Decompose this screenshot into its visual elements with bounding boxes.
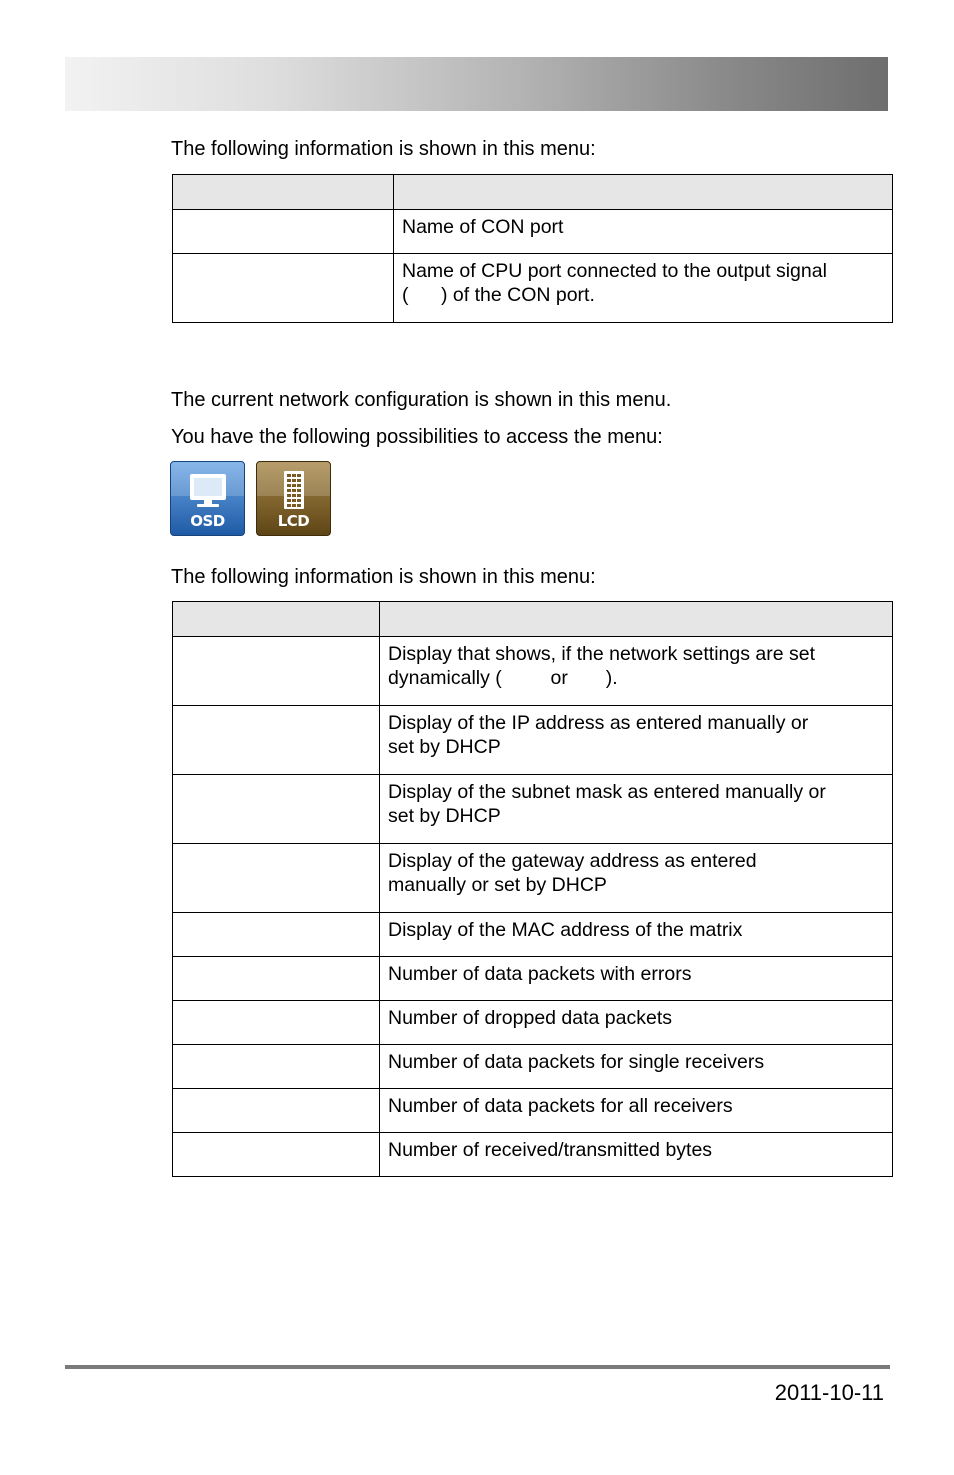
header-cell: [173, 175, 394, 210]
lcd-button[interactable]: [256, 461, 331, 536]
description-cell: [380, 637, 893, 706]
table-row: [173, 775, 893, 844]
row-description-line2: dynamically ( or ).: [388, 667, 618, 689]
row-description: Display of the MAC address of the matrix: [388, 919, 743, 941]
field-cell: [173, 1045, 380, 1089]
description-cell: [380, 1045, 893, 1089]
osd-button[interactable]: [170, 461, 245, 536]
footer-date: 2011-10-11: [774, 1380, 884, 1405]
row-description-line2: manually or set by DHCP: [388, 874, 607, 896]
intro-text-1: The following information is shown in this menu:: [171, 138, 596, 160]
access-text: You have the following possibilities to access the menu:: [171, 426, 663, 448]
description-cell: [380, 706, 893, 775]
footer-rule: [65, 1365, 890, 1369]
header-cell: [173, 602, 380, 637]
description-cell: [380, 1001, 893, 1045]
table-row: [173, 254, 893, 323]
row-description-line2: set by DHCP: [388, 805, 501, 827]
row-description: Number of data packets with errors: [388, 963, 692, 985]
header-bar: [65, 57, 888, 111]
field-cell: [173, 775, 380, 844]
description-cell: [380, 1089, 893, 1133]
row-description: Display of the subnet mask as entered manually or: [388, 781, 826, 803]
row-description: Display of the IP address as entered manually or: [388, 712, 809, 734]
field-cell: [173, 1089, 380, 1133]
row-description: Number of dropped data packets: [388, 1007, 673, 1029]
network-config-text: The current network configuration is shown in this menu.: [171, 389, 672, 411]
con-info-table: [172, 174, 893, 323]
lcd-label: LCD: [277, 512, 310, 530]
row-description: Display of the gateway address as entered: [388, 850, 757, 872]
intro-text-2: The following information is shown in this menu:: [171, 566, 596, 588]
table-row: [173, 1045, 893, 1089]
row-description: Display that shows, if the network settings are set: [388, 643, 816, 665]
field-cell: [173, 844, 380, 913]
table-row: [173, 637, 893, 706]
table-header-row: [173, 175, 893, 210]
field-cell: [173, 637, 380, 706]
row-description: Name of CON port: [402, 216, 564, 238]
field-cell: [173, 913, 380, 957]
row-description-line2: set by DHCP: [388, 736, 501, 758]
description-cell: [380, 957, 893, 1001]
row-description: Number of data packets for single receivers: [388, 1051, 765, 1073]
table-header-row: [173, 602, 893, 637]
osd-label: OSD: [190, 512, 225, 530]
row-description: Number of received/transmitted bytes: [388, 1139, 713, 1161]
description-cell: [394, 210, 893, 254]
table-row: [173, 1001, 893, 1045]
description-cell: [394, 254, 893, 323]
field-cell: [173, 210, 394, 254]
table-row: [173, 1133, 893, 1177]
row-description-line2: ( ) of the CON port.: [402, 284, 595, 306]
description-cell: [380, 775, 893, 844]
table-row: [173, 706, 893, 775]
table-row: [173, 957, 893, 1001]
header-cell: [394, 175, 893, 210]
description-cell: [380, 844, 893, 913]
table-row: [173, 1089, 893, 1133]
table-row: [173, 913, 893, 957]
field-cell: [173, 957, 380, 1001]
network-info-table: [172, 601, 893, 1177]
field-cell: [173, 254, 394, 323]
description-cell: [380, 1133, 893, 1177]
field-cell: [173, 1133, 380, 1177]
row-description: Name of CPU port connected to the output signal: [402, 260, 827, 282]
row-description: Number of data packets for all receivers: [388, 1095, 733, 1117]
field-cell: [173, 706, 380, 775]
field-cell: [173, 1001, 380, 1045]
description-cell: [380, 913, 893, 957]
table-row: [173, 210, 893, 254]
table-row: [173, 844, 893, 913]
header-cell: [380, 602, 893, 637]
